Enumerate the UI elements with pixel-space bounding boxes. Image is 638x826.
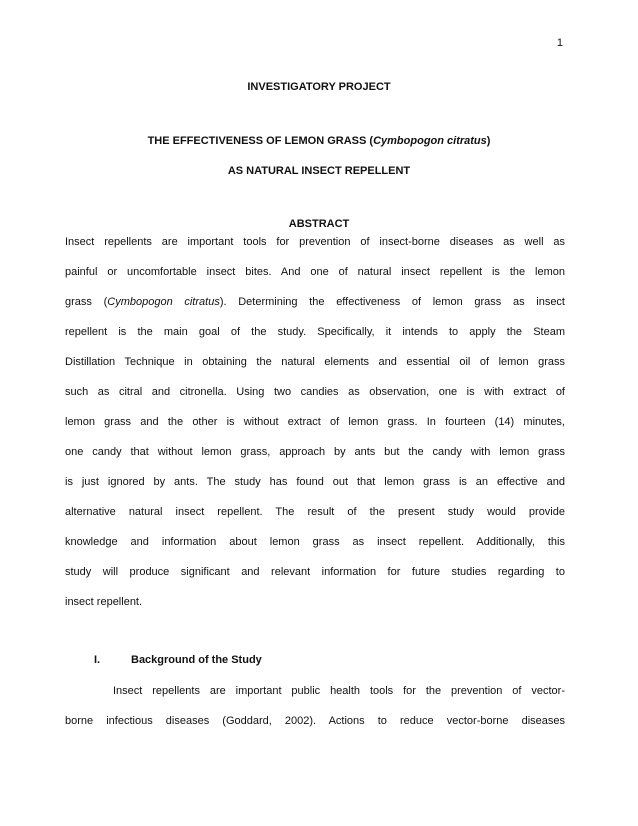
title-suffix: ) bbox=[486, 135, 491, 147]
title-scientific-name: Cymbopogon citratus bbox=[373, 135, 487, 147]
section-numeral: I. bbox=[94, 654, 101, 666]
abstract-line: lemon grass and the other is without extract of lemon grass. In fourteen (14) minutes, bbox=[65, 416, 565, 428]
section-paragraph-line: borne infectious diseases (Goddard, 2002). Actions to reduce vector-borne diseases bbox=[65, 715, 565, 727]
abstract-line: repellent is the main goal of the study. Specifically, it intends to apply the Steam bbox=[65, 326, 565, 338]
title-line-1 bbox=[0, 135, 638, 147]
abstract-line: alternative natural insect repellent. The result of the present study would provide bbox=[65, 506, 565, 518]
abstract-line: is just ignored by ants. The study has found out that lemon grass is an effective and bbox=[65, 476, 565, 488]
abstract-line: Distillation Technique in obtaining the natural elements and essential oil of lemon grass bbox=[65, 356, 565, 368]
abstract-line: painful or uncomfortable insect bites. And one of natural insect repellent is the lemon bbox=[65, 266, 565, 278]
abstract-line: knowledge and information about lemon grass as insect repellent. Additionally, this bbox=[65, 536, 565, 548]
scientific-name: Cymbopogon citratus bbox=[107, 296, 220, 308]
abstract-line: one candy that without lemon grass, approach by ants but the candy with lemon grass bbox=[65, 446, 565, 458]
section-title: Background of the Study bbox=[131, 654, 262, 666]
title-line-2: AS NATURAL INSECT REPELLENT bbox=[227, 165, 411, 177]
abstract-line: Insect repellents are important tools for prevention of insect-borne diseases as well as bbox=[65, 236, 565, 248]
title-prefix: THE EFFECTIVENESS OF LEMON GRASS ( bbox=[147, 135, 374, 147]
section-paragraph-line: Insect repellents are important public health tools for the prevention of vector- bbox=[113, 685, 565, 697]
abstract-line: study will produce significant and relevant information for future studies regarding to bbox=[65, 566, 565, 578]
page-number: 1 bbox=[556, 37, 563, 49]
abstract-line: insect repellent. bbox=[65, 596, 143, 608]
abstract-heading: ABSTRACT bbox=[288, 218, 350, 230]
abstract-line: such as citral and citronella. Using two candies as observation, one is with extract of bbox=[65, 386, 565, 398]
project-heading: INVESTIGATORY PROJECT bbox=[247, 81, 391, 93]
abstract-line: grass (Cymbopogon citratus). Determining the effectiveness of lemon grass as insect bbox=[65, 296, 565, 308]
